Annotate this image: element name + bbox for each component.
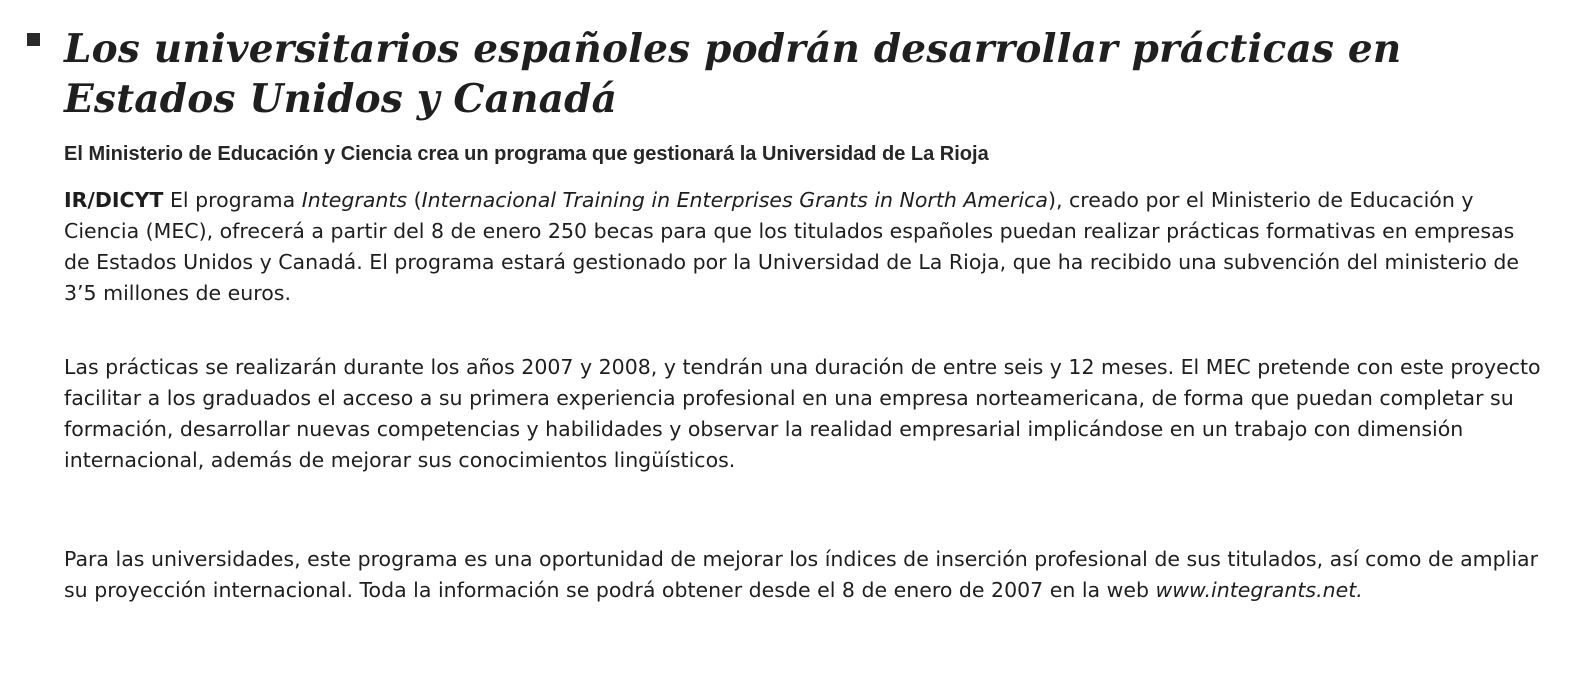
website-reference: www.integrants.net.: [1155, 578, 1363, 602]
article-paragraph-2: Las prácticas se realizarán durante los años 2007 y 2008, y tendrán una duración de entre seis y 12 meses. El MEC pretende con este proyecto facilitar a los graduados el acceso a su primera experiencia profesional en una empresa norteamericana, de forma que puedan completar su formación, desarrollar nuevas competencias y habilidades y observar la realidad empresarial implicándose en un trabajo con dimensión internacional, además de mejorar sus conocimientos lingüísticos.: [64, 355, 1541, 472]
article-paragraph-1: [64, 185, 1544, 309]
square-bullet-icon: [27, 33, 40, 46]
article-headline: Los universitarios españoles podrán desarrollar prácticas en Estados Unidos y Canadá: [64, 26, 1402, 122]
program-name: Integrants: [301, 188, 408, 212]
article-subheadline: El Ministerio de Educación y Ciencia crea un programa que gestionará la Universidad de La Rioja: [64, 143, 989, 165]
paragraph-3-text: Para las universidades, este programa es una oportunidad de mejorar los índices de inserción profesional de sus titulados, así como de ampliar su proyección internacional. Toda la información se podrá obtener desde el 8 de enero de 2007 en la web: [64, 547, 1539, 602]
paragraph-1-text-c: ), creado por el Ministerio de Educación y Ciencia (MEC), ofrecerá a partir del 8 de enero 250 becas para que los titulados españoles puedan realizar prácticas formativas en empresas de Estados Unidos y Canadá. El programa estará gestionado por la Universidad de La Rioja, que ha recibido una subvención del ministerio de 3’5 millones de euros.: [64, 188, 1520, 305]
article-paragraph-3: [64, 544, 1544, 606]
paragraph-1-text-b: (: [407, 188, 422, 212]
program-full-name: Internacional Training in Enterprises Grants in North America: [421, 188, 1048, 212]
source-tag: IR/DICYT: [64, 188, 164, 212]
paragraph-1-text-a: El programa: [163, 188, 302, 212]
